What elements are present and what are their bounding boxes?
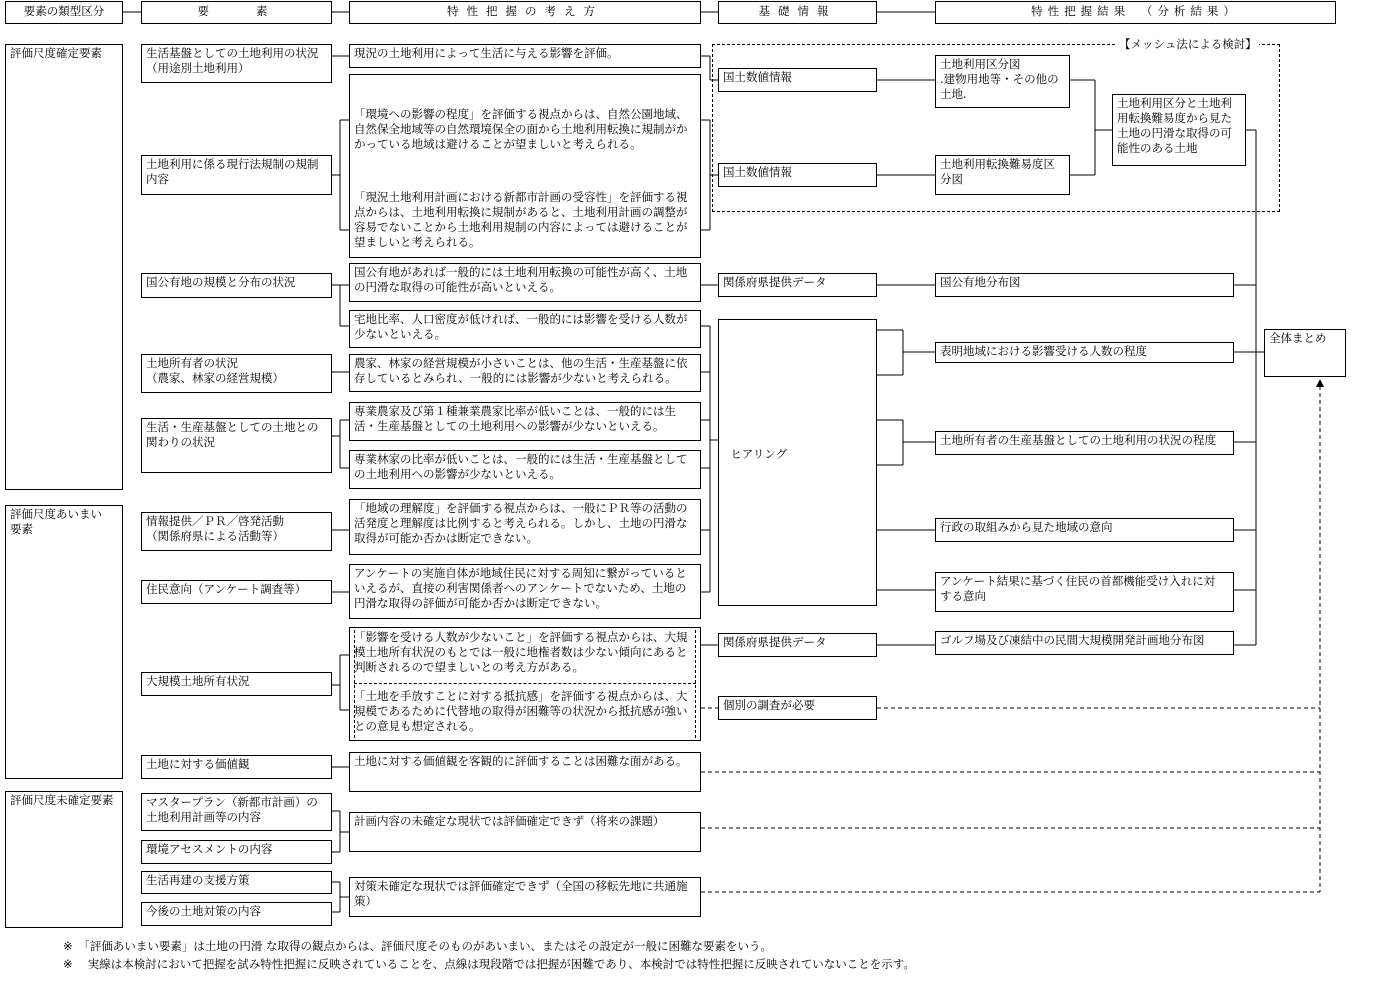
result-survey-intent: アンケート結果に基づく住民の首都機能受け入れに対 する意向: [935, 572, 1234, 612]
element-resident: 住民意向（アンケート調査等）: [141, 580, 332, 604]
element-livelihood: 生活・生産基盤としての土地との 関わりの状況: [141, 418, 332, 473]
approach-resistance-text: 「土地を手放すことに対する抵抗感」を評価する視点からは、大規模であるために代替地の取得が困難等の状況から抵抗感が強いとの意見も想定される。: [354, 689, 688, 733]
result-conversion-map: 土地利用転換難易度区 分図: [935, 155, 1070, 195]
result-land-use-map: 土地利用区分図 .建物用地等・その他の 土地.: [935, 55, 1070, 108]
element-assessment: 環境アセスメントの内容: [141, 840, 332, 864]
approach-plan-acceptance-text: 「現況土地利用計画における新都市計画の受容性」を評価する視点からは、土地利用転換に規制があると、土地利用計画の調整が容易でないことから土地利用規制の内容によっては避けることが望ましいと考えられる。: [354, 190, 688, 249]
element-state-land: 国公有地の規模と分布の状況: [141, 273, 332, 298]
basic-info-prefecture-1: 関係府県提供データ: [718, 273, 877, 297]
approach-owner: 農家、林家の経営規模が小さいことは、他の生活・生産基盤に依存しているとみられ、一般的には影響が少ないと考えられる。: [349, 354, 701, 392]
element-land-use: 生活基盤としての土地利用の状況 （用途別土地利用）: [141, 44, 332, 83]
approach-environment-text: 「環境への影響の程度」を評価する視点からは、自然公園地域、自然保全地域等の自然環境保全の面から土地利用転換に規制がかかっている地域は避けることが望ましいと考えられる。: [354, 107, 688, 151]
element-values: 土地に対する価値観: [141, 755, 332, 779]
basic-info-national-2: 国土数値情報: [718, 163, 877, 187]
result-admin-intent: 行政の取組みから見た地域の意向: [935, 518, 1234, 542]
element-master-plan: マスタープラン（新都市計画）の 土地利用計画等の内容: [141, 793, 332, 831]
basic-info-individual-survey: 個別の調査が必要: [718, 696, 877, 720]
category-determined: 評価尺度確定要素: [5, 44, 123, 490]
result-combined-land: 土地利用区分と土地利 用転換難易度から見た 土地の円滑な取得の可 能性のある土地: [1112, 94, 1246, 166]
approach-resident: アンケートの実施自体が地域住民に対する周知に繋がっているといえるが、直接の利害関係者へのアンケートでないため、土地の円滑な取得の評価が可能か否かは断定できない。: [349, 564, 701, 619]
category-ambiguous: 評価尺度あいまい 要素: [5, 505, 123, 779]
approach-fewer-affected-text: 「影響を受ける人数が少ないこと」を評価する視点からは、大規模土地所有状況のもとでは一般に地権者数は少ない傾向にあると判断されるので望ましいとの考え方がある。: [354, 630, 688, 674]
element-regulation: 土地利用に係る現行法規制の規制 内容: [141, 155, 332, 195]
basic-info-national-1: 国土数値情報: [718, 68, 877, 92]
header-category: 要素の類型区分: [5, 1, 123, 24]
approach-state-land: 国公有地があれば一般的には土地利用転換の可能性が高く、土地の円滑な取得の可能性が高いといえる。: [349, 263, 701, 302]
element-large-owner: 大規模土地所有状況: [141, 672, 332, 696]
approach-info: 「地域の理解度」を評価する視点からは、一般にＰＲ等の活動の活発度と理解度は比例すると考えられる。しかし、土地の円滑な取得が可能か否かは断定できない。: [349, 499, 701, 555]
approach-density: 宅地比率、人口密度が低ければ、一般的には影響を受ける人数が少ないといえる。: [349, 310, 701, 348]
result-state-land-map: 国公有地分布図: [935, 273, 1234, 297]
header-basic-info: 基礎情報: [718, 1, 877, 24]
approach-large-owner: [349, 627, 701, 741]
approach-values: 土地に対する価値観を客観的に評価することは困難な面がある。: [349, 752, 701, 792]
basic-info-hearing-label: ヒアリング: [730, 447, 788, 461]
approach-farm: 専業農家及び第１種兼業農家比率が低いことは、一般的には生活・生産基盤としての土地利用への影響が少ないといえる。: [349, 402, 701, 441]
element-future-policy: 今後の土地対策の内容: [141, 902, 332, 926]
header-approach: 特性把握の考え方: [349, 1, 701, 24]
element-info: 情報提供／ＰＲ／啓発活動 （関係府県による活動等）: [141, 512, 332, 551]
approach-regulation: [349, 74, 701, 258]
approach-policy: 対策未確定な現状では評価確定できず（全国の移転先地に共通施策）: [349, 877, 701, 917]
header-result: 特性把握結果 （分析結果）: [935, 1, 1336, 24]
element-rebuild: 生活再建の支援方策: [141, 871, 332, 894]
header-element: 要 素: [141, 1, 332, 24]
result-affected-people: 表明地域における影響受ける人数の程度: [935, 342, 1234, 363]
mesh-method-label: 【メッシュ法による検討】: [1119, 37, 1257, 51]
approach-forestry: 専業林家の比率が低いことは、一般的には生活・生産基盤としての土地利用への影響が少ないといえる。: [349, 450, 701, 489]
approach-land-use: 現況の土地利用によって生活に与える影響を評価。: [349, 44, 701, 68]
basic-info-hearing: [718, 319, 877, 606]
category-undetermined: 評価尺度未確定要素: [5, 791, 123, 928]
basic-info-prefecture-2: 関係府県提供データ: [718, 633, 877, 657]
footnote-line-legend: ※ 実線は本検討において把握を試み特性把握に反映されていることを、点線は現段階では把握が困難であり、本検討では特性把握に反映されていないことを示す。: [63, 957, 915, 971]
footnote-ambiguous: ※ 「評価あいまい要素」は土地の円滑 な取得の観点からは、評価尺度そのものがあいまい、またはその設定が一般に困難な要素をいう。: [63, 939, 773, 953]
element-owner: 土地所有者の状況 （農家、林家の経営規模）: [141, 354, 332, 393]
approach-plan: 計画内容の未確定な現状では評価確定できず（将来の課題）: [349, 812, 701, 852]
result-golf-dev-map: ゴルフ場及び凍結中の民間大規模開発計画地分布図: [935, 631, 1234, 655]
result-owner-livelihood: 土地所有者の生産基盤としての土地利用の状況の程度: [935, 431, 1234, 455]
result-summary: 全体まとめ: [1264, 329, 1346, 377]
